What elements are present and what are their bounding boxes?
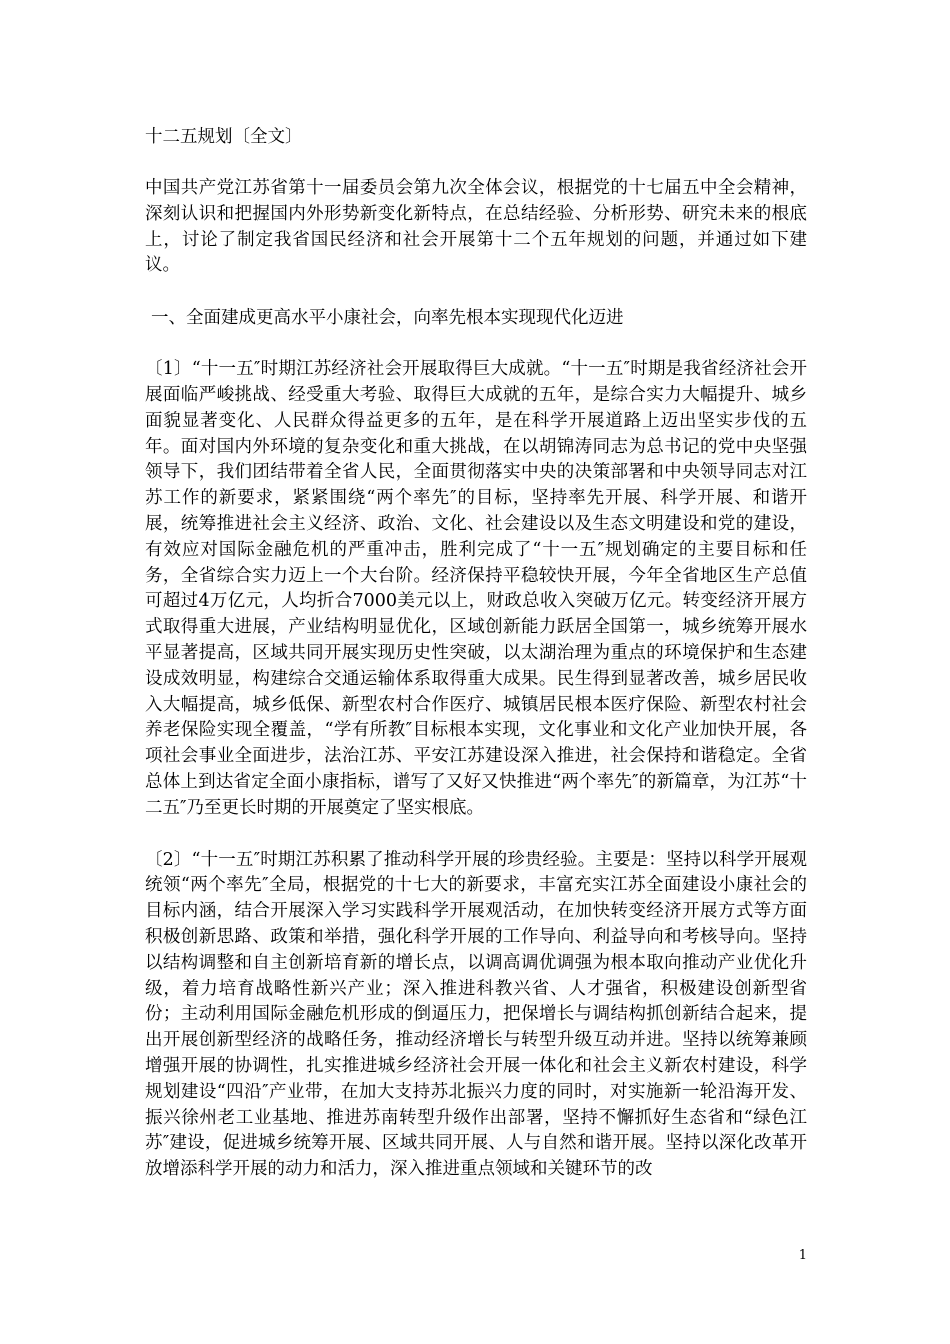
intro-paragraph: 中国共产党江苏省第十一届委员会第九次全体会议，根据党的十七届五中全会精神，深刻认识和把握国内外形势新变化新特点，在总结经验、分析形势、研究未来的根底上，讨论了制定我省国民经济和社会开展第十二个五年规划的问题，并通过如下建议。 [145, 178, 807, 276]
document-body [145, 124, 807, 1209]
page-number: 1 [798, 1248, 807, 1263]
paragraph-1: 〔1〕“十一五″时期江苏经济社会开展取得巨大成就。“十一五″时期是我省经济社会开展面临严峻挑战、经受重大考验、取得巨大成就的五年，是综合实力大幅提升、城乡面貌显著变化、人民群众得益更多的五年，是在科学开展道路上迈出坚实步伐的五年。面对国内外环境的复杂变化和重大挑战，在以胡锦涛同志为总书记的党中央坚强领导下，我们团结带着全省人民，全面贯彻落实中央的决策部署和中央领导同志对江苏工作的新要求，紧紧围绕“两个率先″的目标，坚持率先开展、科学开展、和谐开展，统筹推进社会主义经济、政治、文化、社会建设以及生态文明建设和党的建设，有效应对国际金融危机的严重冲击，胜利完成了“十一五″规划确定的主要目标和任务，全省综合实力迈上一个大台阶。经济保持平稳较快开展，今年全省地区生产总值可超过4万亿元，人均折合7000美元以上，财政总收入突破万亿元。转变经济开展方式取得重大进展，产业结构明显优化，区域创新能力跃居全国第一，城乡统筹开展水平显著提高，区域共同开展实现历史性突破，以太湖治理为重点的环境保护和生态建设成效明显，构建综合交通运输体系取得重大成果。民生得到显著改善，城乡居民收入大幅提高，城乡低保、新型农村合作医疗、城镇居民根本医疗保险、新型农村社会养老保险实现全覆盖，“学有所教″目标根本实现，文化事业和文化产业加快开展，各项社会事业全面进步，法治江苏、平安江苏建设深入推进，社会保持和谐稳定。全省总体上到达省定全面小康指标，谱写了又好又快推进“两个率先″的新篇章，为江苏“十二五″乃至更长时期的开展奠定了坚实根底。 [145, 359, 807, 818]
document-title: 十二五规划〔全文〕 [145, 127, 303, 147]
section-heading: 一、全面建成更高水平小康社会，向率先根本实现现代化迈进 [151, 308, 624, 329]
paragraph-2: 〔2〕“十一五″时期江苏积累了推动科学开展的珍贵经验。主要是：坚持以科学开展观统领“两个率先″全局，根据党的十七大的新要求，丰富充实江苏全面建设小康社会的目标内涵，结合开展深入学习实践科学开展观活动，在加快转变经济开展方式等方面积极创新思路、政策和举措，强化科学开展的工作导向、利益导向和考核导向。坚持以结构调整和自主创新培育新的增长点，以调高调优调强为根本取向推动产业优化升级，着力培育战略性新兴产业；深入推进科教兴省、人才强省，积极建设创新型省份；主动利用国际金融危机形成的倒逼压力，把保增长与调结构抓创新结合起来，提出开展创新型经济的战略任务，推动经济增长与转型升级互动并进。坚持以统筹兼顾增强开展的协调性，扎实推进城乡经济社会开展一体化和社会主义新农村建设，科学规划建设“四沿″产业带，在加大支持苏北振兴力度的同时，对实施新一轮沿海开发、振兴徐州老工业基地、推进苏南转型升级作出部署，坚持不懈抓好生态省和“绿色江苏″建设，促进城乡统筹开展、区域共同开展、人与自然和谐开展。坚持以深化改革开放增添科学开展的动力和活力，深入推进重点领域和关键环节的改 [145, 849, 807, 1180]
